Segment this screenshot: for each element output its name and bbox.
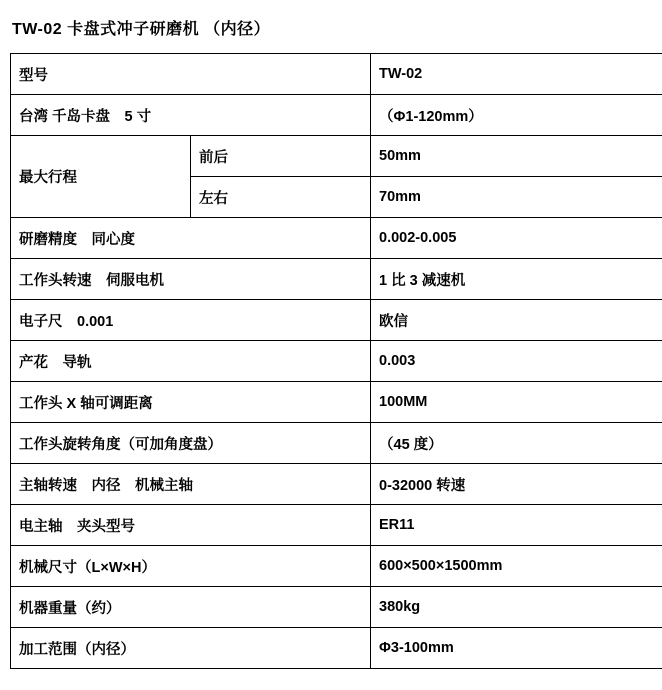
- row-label: 机械尺寸（L×W×H）: [11, 546, 371, 587]
- row-value: 70mm: [371, 177, 662, 218]
- row-value: 1 比 3 减速机: [371, 259, 662, 300]
- row-value: 600×500×1500mm: [371, 546, 662, 587]
- row-value: 100MM: [371, 382, 662, 423]
- table-row: [11, 505, 662, 546]
- page-title: TW-02 卡盘式冲子研磨机 （内径）: [12, 21, 271, 38]
- row-value: （Φ1-120mm）: [371, 95, 662, 136]
- row-label: 台湾 千岛卡盘 5 寸: [11, 95, 371, 136]
- table-row: [11, 136, 662, 177]
- row-label: 工作头旋转角度（可加角度盘）: [11, 423, 371, 464]
- row-value: Φ3-100mm: [371, 628, 662, 669]
- row-value: 0.002-0.005: [371, 218, 662, 259]
- row-value: （45 度）: [371, 423, 662, 464]
- row-label: 电子尺 0.001: [11, 300, 371, 341]
- row-value: 0-32000 转速: [371, 464, 662, 505]
- table-row: [11, 54, 662, 95]
- row-value: 0.003: [371, 341, 662, 382]
- table-row: [11, 423, 662, 464]
- table-row: [11, 546, 662, 587]
- row-label: 产花 导轨: [11, 341, 371, 382]
- row-label: 主轴转速 内径 机械主轴: [11, 464, 371, 505]
- row-label: 机器重量（约）: [11, 587, 371, 628]
- table-row: [11, 382, 662, 423]
- row-sublabel: 左右: [191, 177, 371, 218]
- row-label: 加工范围（内径）: [11, 628, 371, 669]
- row-label: 电主轴 夹头型号: [11, 505, 371, 546]
- table-row: [11, 300, 662, 341]
- table-row: [11, 464, 662, 505]
- row-label: 型号: [11, 54, 371, 95]
- row-value: 380kg: [371, 587, 662, 628]
- table-row: [11, 341, 662, 382]
- row-label: 工作头转速 伺服电机: [11, 259, 371, 300]
- specification-table: [10, 53, 662, 669]
- table-row: [11, 628, 662, 669]
- row-value: 50mm: [371, 136, 662, 177]
- row-value: TW-02: [371, 54, 662, 95]
- table-row: [11, 95, 662, 136]
- row-label: 最大行程: [11, 136, 191, 218]
- table-row: [11, 259, 662, 300]
- table-row: [11, 218, 662, 259]
- table-row: [11, 587, 662, 628]
- row-value: 欧信: [371, 300, 662, 341]
- row-value: ER11: [371, 505, 662, 546]
- row-label: 研磨精度 同心度: [11, 218, 371, 259]
- row-sublabel: 前后: [191, 136, 371, 177]
- row-label: 工作头 X 轴可调距离: [11, 382, 371, 423]
